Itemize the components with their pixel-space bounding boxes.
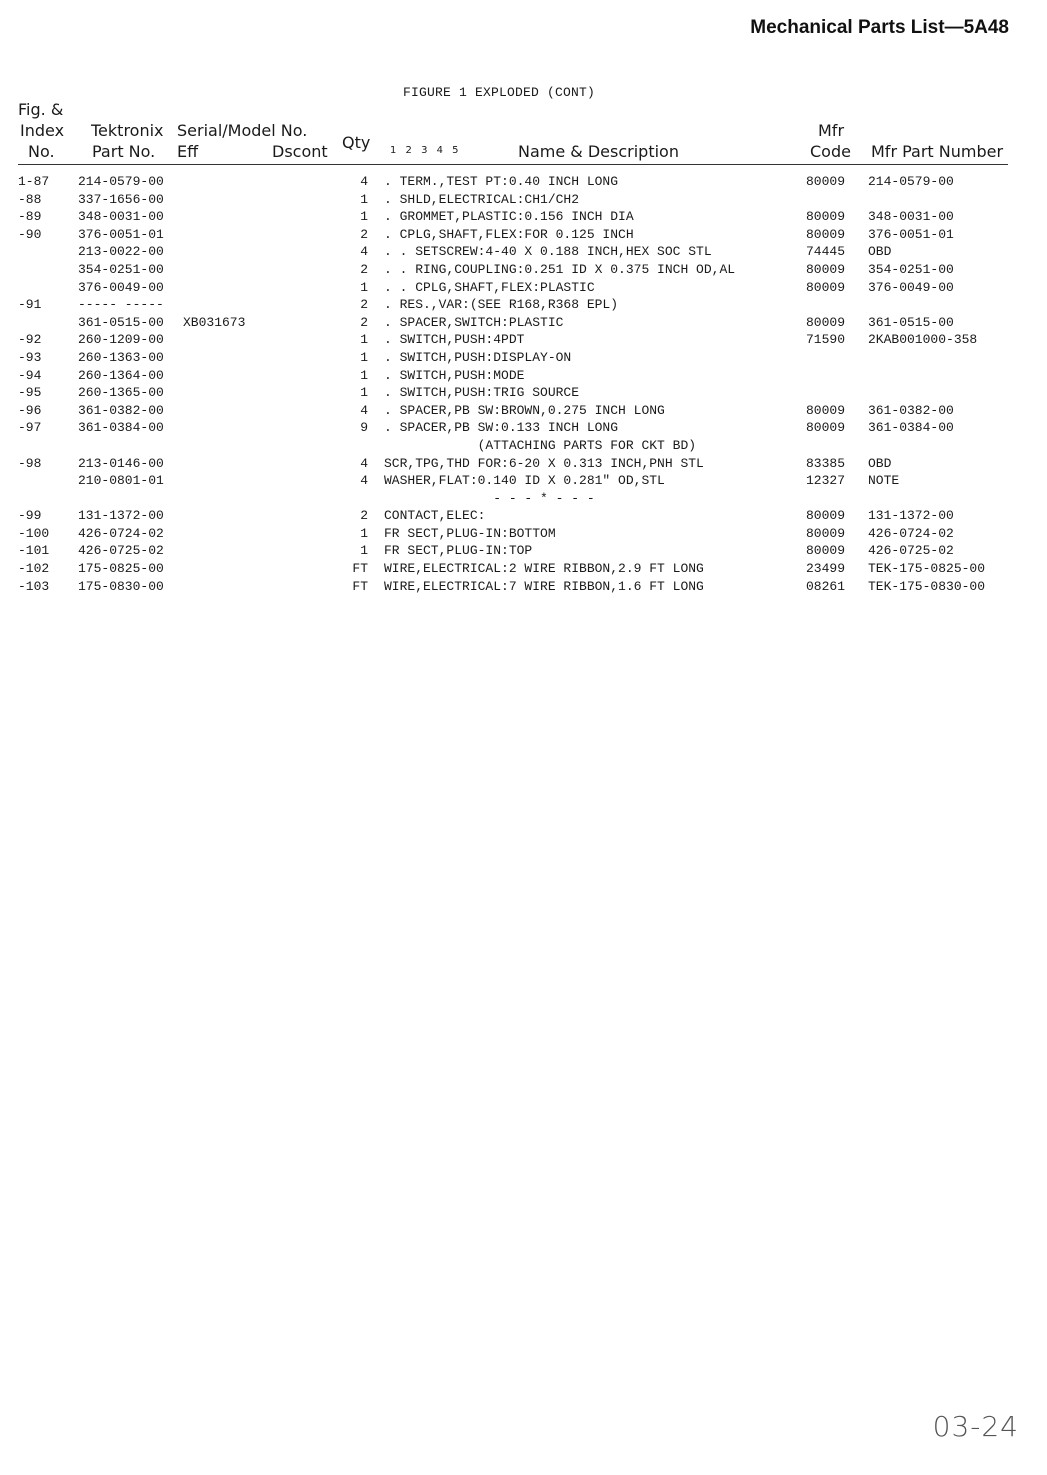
- cell-mfr-part-number: OBD: [868, 455, 892, 471]
- cell-part-number: 175-0825-00: [78, 561, 164, 577]
- cell-fig-index: -91: [18, 297, 42, 313]
- cell-mfr-code: 23499: [806, 561, 846, 577]
- table-row: [0, 349, 1047, 367]
- cell-part-number: 260-1209-00: [78, 332, 164, 348]
- table-row: [0, 472, 1047, 490]
- table-row: [0, 191, 1047, 209]
- cell-mfr-part-number: 376-0051-01: [868, 226, 954, 242]
- col-fig-line1: Fig. &: [18, 100, 64, 119]
- header-rule: [18, 164, 1008, 165]
- cell-fig-index: -99: [18, 508, 42, 524]
- cell-description: SCR,TPG,THD FOR:6-20 X 0.313 INCH,PNH STL: [384, 455, 704, 471]
- cell-description: CONTACT,ELEC:: [384, 508, 486, 524]
- cell-mfr-code: 80009: [806, 209, 846, 225]
- cell-quantity: 2: [360, 226, 368, 242]
- cell-fig-index: -94: [18, 367, 42, 383]
- table-row: [0, 279, 1047, 297]
- cell-mfr-part-number: 361-0382-00: [868, 402, 954, 418]
- cell-fig-index: -89: [18, 209, 42, 225]
- cell-description: . SHLD,ELECTRICAL:CH1/CH2: [384, 191, 580, 207]
- col-mfr-part-number: Mfr Part Number: [871, 142, 1004, 161]
- cell-part-number: 131-1372-00: [78, 508, 164, 524]
- cell-description: . SPACER,PB SW:BROWN,0.275 INCH LONG: [384, 402, 665, 418]
- table-row: [0, 490, 1047, 508]
- cell-quantity: 2: [360, 261, 368, 277]
- cell-mfr-part-number: 361-0384-00: [868, 420, 954, 436]
- col-serial-header: Serial/Model No.: [177, 121, 308, 140]
- cell-quantity: 1: [360, 332, 368, 348]
- cell-description: FR SECT,PLUG-IN:BOTTOM: [384, 525, 556, 541]
- cell-fig-index: 1-87: [18, 174, 50, 189]
- col-part-line1: Tektronix: [91, 121, 164, 140]
- cell-mfr-code: 12327: [806, 473, 846, 489]
- cell-quantity: 1: [360, 525, 368, 541]
- col-qty: Qty: [342, 133, 371, 152]
- cell-fig-index: -98: [18, 455, 42, 471]
- cell-description: WASHER,FLAT:0.140 ID X 0.281" OD,STL: [384, 473, 665, 489]
- cell-mfr-part-number: 354-0251-00: [868, 261, 954, 277]
- col-mfr-code-line1: Mfr: [818, 121, 845, 140]
- cell-part-number: 260-1365-00: [78, 385, 164, 401]
- parts-table: [0, 173, 1047, 595]
- cell-fig-index: -90: [18, 226, 42, 242]
- cell-quantity: 4: [360, 174, 368, 189]
- cell-part-number: 210-0801-01: [78, 473, 164, 489]
- table-row: [0, 314, 1047, 332]
- cell-quantity: FT: [352, 578, 368, 594]
- cell-quantity: FT: [352, 561, 368, 577]
- cell-part-number: 361-0515-00: [78, 314, 164, 330]
- cell-fig-index: -88: [18, 191, 42, 207]
- cell-mfr-part-number: 426-0724-02: [868, 525, 954, 541]
- cell-description: . RES.,VAR:(SEE R168,R368 EPL): [384, 297, 619, 313]
- cell-part-number: 337-1656-00: [78, 191, 164, 207]
- table-row: [0, 560, 1047, 578]
- table-row: [0, 384, 1047, 402]
- cell-fig-index: -102: [18, 561, 50, 577]
- cell-part-number: 426-0724-02: [78, 525, 164, 541]
- cell-fig-index: -97: [18, 420, 42, 436]
- cell-quantity: 1: [360, 367, 368, 383]
- cell-quantity: 4: [360, 473, 368, 489]
- cell-description: . SWITCH,PUSH:MODE: [384, 367, 525, 383]
- cell-mfr-part-number: 426-0725-02: [868, 543, 954, 559]
- cell-quantity: 2: [360, 314, 368, 330]
- table-row: [0, 507, 1047, 525]
- table-row: [0, 367, 1047, 385]
- cell-part-number: 348-0031-00: [78, 209, 164, 225]
- cell-mfr-code: 80009: [806, 279, 846, 295]
- cell-mfr-code: 80009: [806, 174, 846, 189]
- cell-mfr-code: 83385: [806, 455, 846, 471]
- table-row: [0, 525, 1047, 543]
- table-row: [0, 296, 1047, 314]
- table-row: [0, 542, 1047, 560]
- table-row: [0, 402, 1047, 420]
- cell-quantity: 1: [360, 191, 368, 207]
- figure-title: FIGURE 1 EXPLODED (CONT): [403, 85, 596, 100]
- cell-description: . TERM.,TEST PT:0.40 INCH LONG: [384, 174, 619, 189]
- table-row: [0, 419, 1047, 437]
- page-number: 03-24: [932, 1410, 1019, 1443]
- cell-part-number: 260-1363-00: [78, 349, 164, 365]
- cell-mfr-part-number: 131-1372-00: [868, 508, 954, 524]
- col-dscont: Dscont: [272, 142, 328, 161]
- cell-part-number: 361-0382-00: [78, 402, 164, 418]
- cell-mfr-part-number: 348-0031-00: [868, 209, 954, 225]
- cell-part-number: 354-0251-00: [78, 261, 164, 277]
- table-row: [0, 226, 1047, 244]
- cell-serial-eff: XB031673: [183, 314, 246, 330]
- cell-mfr-part-number: TEK-175-0830-00: [868, 578, 986, 594]
- cell-mfr-part-number: NOTE: [868, 473, 900, 489]
- cell-description: . SPACER,SWITCH:PLASTIC: [384, 314, 564, 330]
- cell-part-number: 376-0051-01: [78, 226, 164, 242]
- cell-fig-index: -93: [18, 349, 42, 365]
- cell-mfr-code: 71590: [806, 332, 846, 348]
- table-row: [0, 437, 1047, 455]
- table-row: [0, 455, 1047, 473]
- cell-quantity: 1: [360, 279, 368, 295]
- col-fig-line3: No.: [28, 142, 55, 161]
- cell-mfr-part-number: 361-0515-00: [868, 314, 954, 330]
- cell-part-number: 361-0384-00: [78, 420, 164, 436]
- col-fig-line2: Index: [20, 121, 65, 140]
- cell-description: (ATTACHING PARTS FOR CKT BD): [384, 437, 697, 453]
- cell-description: WIRE,ELECTRICAL:7 WIRE RIBBON,1.6 FT LONG: [384, 578, 704, 594]
- table-row: [0, 261, 1047, 279]
- cell-mfr-part-number: 376-0049-00: [868, 279, 954, 295]
- cell-quantity: 4: [360, 402, 368, 418]
- cell-description: . SWITCH,PUSH:TRIG SOURCE: [384, 385, 580, 401]
- cell-mfr-part-number: TEK-175-0825-00: [868, 561, 986, 577]
- cell-quantity: 1: [360, 209, 368, 225]
- cell-description: . SWITCH,PUSH:DISPLAY-ON: [384, 349, 572, 365]
- page-title: Mechanical Parts List—5A48: [750, 17, 1009, 38]
- cell-mfr-code: 80009: [806, 314, 846, 330]
- cell-quantity: 1: [360, 385, 368, 401]
- cell-part-number: 376-0049-00: [78, 279, 164, 295]
- cell-description: . . RING,COUPLING:0.251 ID X 0.375 INCH OD,AL: [384, 261, 736, 277]
- table-row: [0, 173, 1047, 191]
- cell-part-number: 213-0022-00: [78, 244, 164, 260]
- cell-fig-index: -101: [18, 543, 50, 559]
- col-part-line2: Part No.: [92, 142, 156, 161]
- cell-mfr-code: 08261: [806, 578, 846, 594]
- cell-description: . . SETSCREW:4-40 X 0.188 INCH,HEX SOC STL: [384, 244, 712, 260]
- cell-mfr-code: 80009: [806, 226, 846, 242]
- cell-fig-index: -103: [18, 578, 50, 594]
- cell-mfr-part-number: 2KAB001000-358: [868, 332, 978, 348]
- cell-mfr-code: 80009: [806, 508, 846, 524]
- cell-fig-index: -95: [18, 385, 42, 401]
- table-row: [0, 208, 1047, 226]
- cell-quantity: 4: [360, 244, 368, 260]
- table-row: [0, 331, 1047, 349]
- col-mfr-code-line2: Code: [810, 142, 851, 161]
- cell-quantity: 2: [360, 508, 368, 524]
- cell-description: - - - * - - -: [384, 490, 595, 506]
- cell-description: . CPLG,SHAFT,FLEX:FOR 0.125 INCH: [384, 226, 634, 242]
- cell-description: . . CPLG,SHAFT,FLEX:PLASTIC: [384, 279, 595, 295]
- cell-description: . GROMMET,PLASTIC:0.156 INCH DIA: [384, 209, 634, 225]
- cell-quantity: 1: [360, 349, 368, 365]
- cell-mfr-code: 80009: [806, 420, 846, 436]
- cell-part-number: 175-0830-00: [78, 578, 164, 594]
- cell-quantity: 4: [360, 455, 368, 471]
- col-eff: Eff: [177, 142, 199, 161]
- cell-description: WIRE,ELECTRICAL:2 WIRE RIBBON,2.9 FT LONG: [384, 561, 704, 577]
- cell-mfr-code: 80009: [806, 525, 846, 541]
- table-row: [0, 578, 1047, 596]
- cell-fig-index: -96: [18, 402, 42, 418]
- cell-part-number: ----- -----: [78, 297, 164, 313]
- table-row: [0, 243, 1047, 261]
- cell-mfr-code: 80009: [806, 543, 846, 559]
- cell-part-number: 260-1364-00: [78, 367, 164, 383]
- cell-mfr-part-number: OBD: [868, 244, 892, 260]
- col-indent-levels: 1 2 3 4 5: [390, 145, 462, 156]
- cell-mfr-code: 80009: [806, 261, 846, 277]
- cell-mfr-part-number: 214-0579-00: [868, 174, 954, 189]
- cell-quantity: 1: [360, 543, 368, 559]
- cell-fig-index: -100: [18, 525, 50, 541]
- col-name-description: Name & Description: [518, 142, 679, 161]
- cell-fig-index: -92: [18, 332, 42, 348]
- cell-mfr-code: 80009: [806, 402, 846, 418]
- cell-mfr-code: 74445: [806, 244, 846, 260]
- cell-quantity: 9: [360, 420, 368, 436]
- cell-description: . SWITCH,PUSH:4PDT: [384, 332, 525, 348]
- cell-quantity: 2: [360, 297, 368, 313]
- cell-description: . SPACER,PB SW:0.133 INCH LONG: [384, 420, 619, 436]
- cell-part-number: 213-0146-00: [78, 455, 164, 471]
- cell-part-number: 214-0579-00: [78, 174, 164, 189]
- cell-description: FR SECT,PLUG-IN:TOP: [384, 543, 533, 559]
- cell-part-number: 426-0725-02: [78, 543, 164, 559]
